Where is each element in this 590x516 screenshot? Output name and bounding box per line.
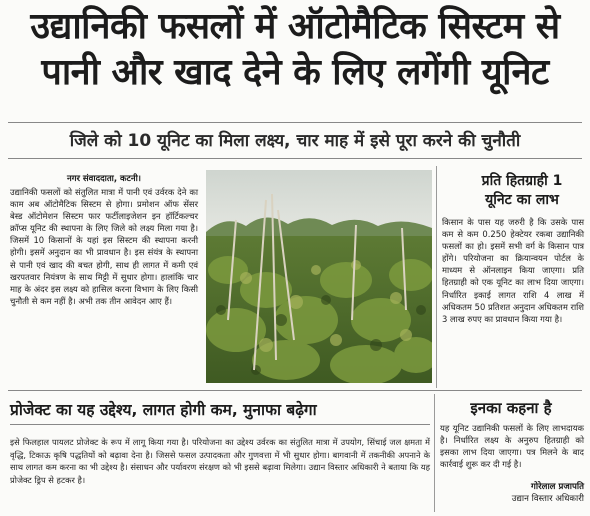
crop-field-image [206, 170, 432, 383]
headline-line-1: उद्यानिकी फसलों में ऑटोमैटिक सिस्टम से [30, 6, 560, 47]
quote-name: गोरेलाल प्रजापति [531, 482, 584, 492]
sidebar-body: किसान के पास यह जरुरी है कि उसके पास कम से कम 0.250 हेक्टेयर रकबा उद्यानिकी फसलों का हो। इसमें सभी वर्ग के किसान पात्र होंगे। परियोजना का क्रियान्वयन पोर्टल के माध्यम से ऑनलाइन किया जाएगा। प्रति हितग्राही को एक यूनिट का लाभ दिया जाएगा। निर्धारित इकाई लागत राशि 4 लाख में अधिकतम 50 प्रतिशत अनुदान अधिकतम राशि 3 लाख रुपए का प्रावधान किया गया है। [442, 217, 584, 324]
quote-heading: इनका कहना है [470, 399, 552, 417]
headline-divider [8, 122, 582, 123]
project-heading-underline [10, 424, 430, 425]
intro-paragraph: उद्यानिकी फसलों को संतुलित मात्रा में पानी एवं उर्वरक देने का काम अब ऑटोमैटिक सिस्टम से होगा। प्रमोशन ऑफ सेंसर बेस्ड ऑटोमेशन सिस्टम फार फर्टीलाइजेशन इन हॉर्टिकल्चर क्रॉप्स यूनिट की स्थापना के लिए जिले को लक्ष्य मिला गया है। जिसमें 10 किसानों के यहां इस सिस्टम की स्थापना करनी होगी। इसमें अनुदान का भी प्रावधान है। इस संयंत्र के स्थापना से पानी एवं खाद की बचत होगी, साथ ही लागत में कमी एवं खरपतवार नियंत्रण के साथ मिट्टी में सुधार होगा। हालांकि चार माह के अंदर इस लक्ष्य को हासिल करना विभाग के लिए किसी चुनौती से कम नहीं है। अभी तक तीन आवेदन आए हैं। [10, 187, 198, 306]
sidebar-title: प्रति हितग्राही 1 यूनिट का लाभ [481, 173, 563, 208]
subheadline: जिले को 10 यूनिट का मिला लक्ष्य, चार माह में इसे पूरा करने की चुनौती [69, 131, 521, 151]
quote-body: यह यूनिट उद्यानिकी फसलों के लिए लाभदायक है। निर्धारित लक्ष्य के अनुरुप हितग्राही को इसका लाभ दिया जाएगा। पत्र मिलने के बाद कार्रवाई शुरू कर दी गई है। [440, 423, 584, 470]
subheadline-divider [8, 158, 582, 159]
headline [8, 4, 582, 96]
section-divider [8, 390, 582, 391]
quote-divider [434, 394, 435, 512]
headline-line-2: पानी और खाद देने के लिए लगेंगी यूनिट [41, 52, 549, 93]
byline: नगर संवाददाता, कटनी। [66, 174, 142, 184]
quote-designation: उद्यान विस्तार अधिकारी [511, 494, 584, 504]
project-body: इसे फिलहाल पायलट प्रोजेक्ट के रूप में लागू किया गया है। परियोजना का उद्देश्य उर्वरक का संतुलित मात्रा में उपयोग, सिंचाई जल क्षमता में वृद्धि, टिकाऊ कृषि पद्धतियों को बढ़ावा देना है। जिससे फसल उत्पादकता और गुणवत्ता में भी सुधार होगा। बागवानी में तकनीकी अपनाने के साथ लागत कम करना का भी उद्देश्य है। संसाधन और पर्यावरण संरक्षण को भी इससे बढ़ावा मिलेगा। उद्यान विस्तार अधिकारी ने बताया कि यह प्रोजेक्ट ड्रिप से हटकर है। [10, 437, 430, 485]
sidebar-divider [436, 166, 437, 388]
crop-field-photo [206, 170, 432, 383]
project-heading: प्रोजेक्ट का यह उद्देश्य, लागत होगी कम, मुनाफा बढ़ेगा [10, 401, 317, 419]
